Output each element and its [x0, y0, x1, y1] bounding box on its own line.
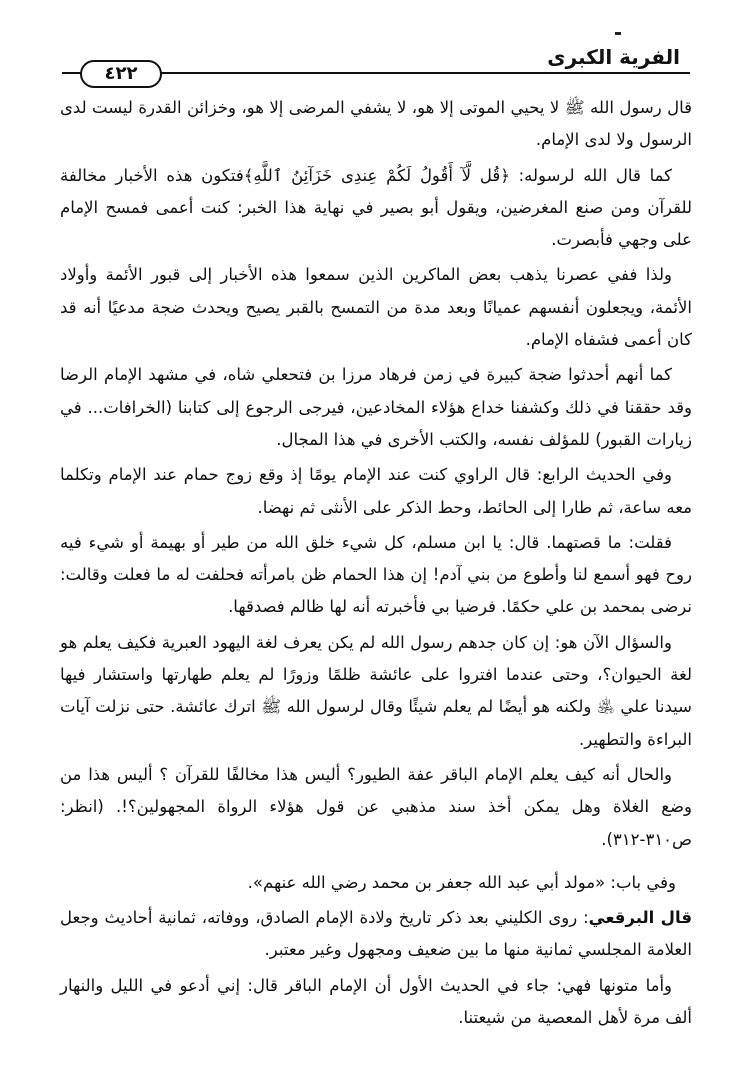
section-break: [60, 859, 692, 867]
paragraph-6: فقلت: ما قصتهما. قال: يا ابن مسلم، كل شيء خلق الله من طير أو بهيمة أو شيء فيه روح فهو أسمع لنا وأطوع من بني آدم! إن هذا الحمام ظن بامرأته فحلفت له ما فعلت وقالت: نرضى بمحمد بن علي حكمًا. فرضيا بي فأخبرته أنه لها ظالم فصدقها.: [60, 532, 692, 617]
page-number-badge: ٤٢٢: [80, 60, 162, 88]
paragraph-2: كما قال الله لرسوله: ﴿قُل لَّآ أَقُولُ لَكُمْ عِندِى خَزَآئِنُ ٱللَّهِ﴾فتكون هذه الأخبار مخالفة للقرآن ومن صنع المغرضين، ويقول أبو بصير في نهاية هذا الخبر: كنت أعمى فمسح الإمام على وجهي فأبصرت.: [60, 165, 692, 250]
paragraph-3: ولذا ففي عصرنا يذهب بعض الماكرين الذين سمعوا هذه الأخبار إلى قبور الأئمة وأولاد الأئمة، ويجعلون أنفسهم عميانًا وبعد مدة من التمسح بالقبر يصيح ويحدث ضجة مدعيًا أنه قد كان أعمى فشفاه الإمام.: [60, 265, 692, 350]
paragraph-7: والسؤال الآن هو: إن كان جدهم رسول الله لم يكن يعرف لغة اليهود العبرية فكيف يعلم هو لغة الحيوان؟، وحتى عندما افتروا على عائشة ظلمًا وزورًا لم يعلم طهارتها واستشار فيها سيدنا علي ﵁ ولكنه هو أيضًا لم يعلم شيئًا وقال لرسول الله ﷺ اترك عائشة. حتى نزلت آيات البراءة والتطهير.: [60, 632, 692, 749]
running-title: الفرية الكبرى: [547, 45, 680, 69]
paragraph-5: وفي الحديث الرابع: قال الراوي كنت عند الإمام يومًا إذ وقع زوج حمام عند الإمام وتكلما معه ساعة، ثم طارا إلى الحائط، وحط الذكر على الأنثى ثم نهضا.: [60, 465, 692, 517]
final-paragraph: وأما متونها فهي: جاء في الحديث الأول أن الإمام الباقر قال: إني أدعو في الليل والنهار ألف مرة لأهل المعصية من شيعتنا.: [60, 975, 692, 1028]
body-text: [60, 92, 692, 1037]
paragraph-4: كما أنهم أحدثوا ضجة كبيرة في زمن فرهاد مرزا بن فتحعلي شاه، في مشهد الإمام الرضا وقد حققنا في ذلك وكشفنا خداع هؤلاء المخادعين، فيرجى الرجوع إلى كتابنا (الخرافات... في زيارات القبور) للمؤلف نفسه، والكتب الأخرى في هذا المجال.: [60, 365, 692, 449]
borqei-paragraph: [60, 902, 692, 967]
paragraph-1: قال رسول الله ﷺ لا يحيي الموتى إلا هو، لا يشفي المرضى إلا هو، وخزائن القدرة ليست لدى الرسول ولا لدى الإمام.: [60, 98, 692, 150]
chapter-line: وفي باب: «مولد أبي عبد الله جعفر بن محمد رضي الله عنهم».: [247, 872, 676, 892]
borqei-text: : روى الكليني بعد ذكر تاريخ ولادة الإمام الصادق، ووفاته، ثمانية أحاديث وجعل العلامة المجلسي ثمانية منها ما بين ضعيف ومجهول وغير معتبر.: [60, 908, 692, 960]
paragraph-8: والحال أنه كيف يعلم الإمام الباقر عفة الطيور؟ أليس هذا مخالفًا للقرآن ؟ أليس هذا من وضع الغلاة وهل يمكن أخذ سند مذهبي عن قول هؤلاء الرواة المجهولين؟!. (انظر: ص٣١٠-٣١٢).: [60, 764, 692, 849]
corner-mark: [615, 32, 621, 35]
borqei-label: قال البرقعي: [588, 908, 692, 928]
